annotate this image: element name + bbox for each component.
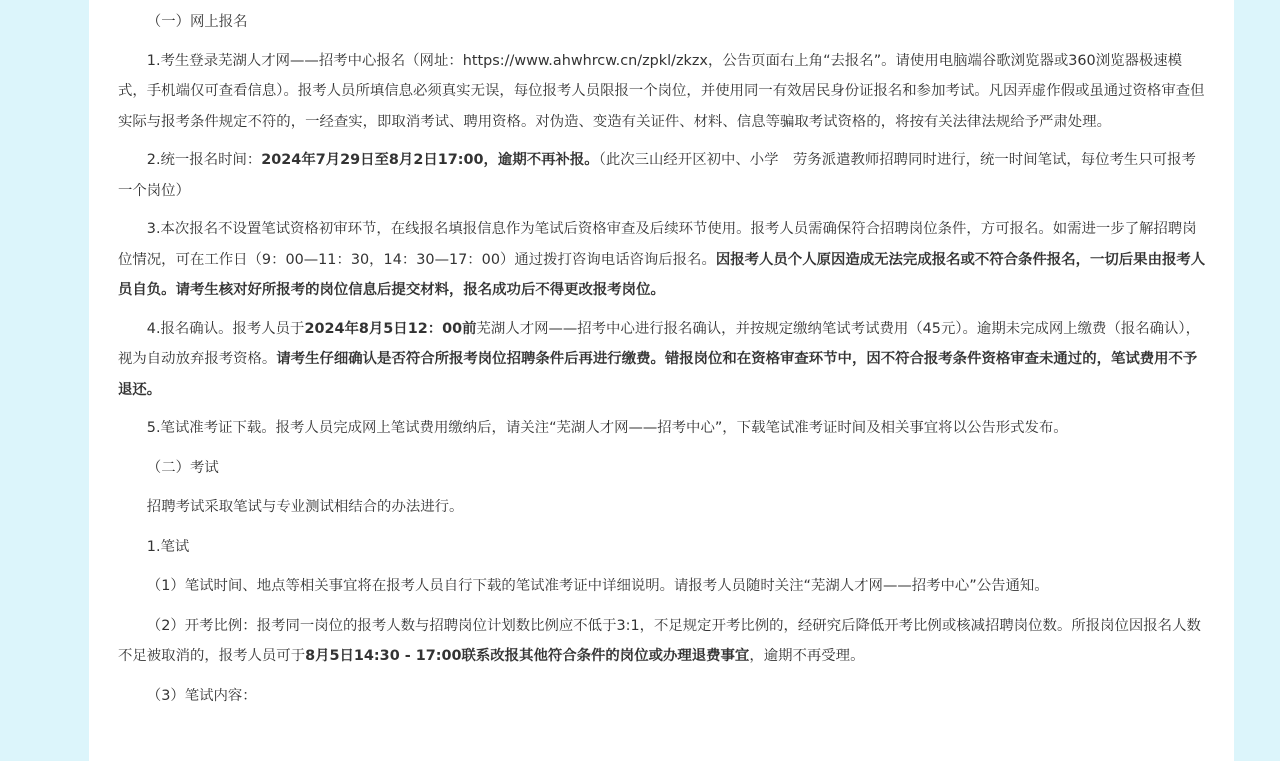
written-item-3: （3）笔试内容： — [146, 687, 257, 704]
written-item-1: （1）笔试时间、地点等相关事宜将在报考人员自行下载的笔试准考证中详细说明。请报考人员随时关注“芜湖人才网——招考中心”公告通知。 — [146, 578, 1049, 594]
article-content — [118, 7, 1206, 711]
item4-paragraph: 4.报名确认。报考人员于2024年8月5日12：00前芜湖人才网——招考中心进行报名确认，并按规定缴纳笔试考试费用（45元）。逾期未完成网上缴费（报名确认），视为自动放弃报考资格。请考生仔细确认是否符合所报考岗位招聘条件后再进行缴费。错报岗位和在资格审查环节中，因不符合报考条件资格审查未通过的，笔试费用不予退还。 — [118, 320, 1200, 398]
article-page — [89, 0, 1234, 761]
section2-intro: 招聘考试采取笔试与专业测试相结合的办法进行。 — [146, 499, 464, 515]
page-background-right — [1234, 0, 1280, 761]
written-heading: 1.笔试 — [146, 538, 190, 555]
item5-paragraph: 5.笔试准考证下载。报考人员完成网上笔试费用缴纳后，请关注“芜湖人才网——招考中心”，下载笔试准考证时间及相关事宜将以公告形式发布。 — [146, 420, 1068, 436]
section2-heading: （二）考试 — [146, 459, 219, 476]
item2-paragraph: 2.统一报名时间：2024年7月29日至8月2日17:00，逾期不再补报。（此次三山经开区初中、小学 劳务派遣教师招聘同时进行，统一时间笔试，每位考生只可报考一个岗位） — [118, 152, 1196, 199]
section1-heading: （一）网上报名 — [146, 14, 248, 30]
item3-paragraph: 3.本次报名不设置笔试资格初审环节，在线报名填报信息作为笔试后资格审查及后续环节使用。报考人员需确保符合招聘岗位条件，方可报名。如需进一步了解招聘岗位情况，可在工作日（9：00—11：30，14：30—17：00）通过拨打咨询电话咨询后报名。因报考人员个人原因造成无法完成报名或不符合条件报名，一切后果由报考人员自负。请考生核对好所报考的岗位信息后提交材料，报名成功后不得更改报考岗位。 — [118, 221, 1206, 298]
item1-paragraph: 1.考生登录芜湖人才网——招考中心报名（网址：https://www.ahwhrcw.cn/zpkl/zkzx，公告页面右上角“去报名”。请使用电脑端谷歌浏览器或360浏览器极速模式，手机端仅可查看信息）。报考人员所填信息必须真实无误，每位报考人员限报一个岗位，并使用同一有效居民身份证报名和参加考试。凡因弄虚作假或虽通过资格审查但实际与报考条件规定不符的，一经查实，即取消考试、聘用资格。对伪造、变造有关证件、材料、信息等骗取考试资格的，将按有关法律法规给予严肃处理。 — [118, 52, 1205, 130]
written-item-2: （2）开考比例：报考同一岗位的报考人数与招聘岗位计划数比例应不低于3:1，不足规定开考比例的，经研究后降低开考比例或核减招聘岗位数。所报岗位因报名人数不足被取消的，报考人员可于8月5日14:30 - 17:00联系改报其他符合条件的岗位或办理退费事宜，逾期不再受理。 — [118, 617, 1201, 664]
